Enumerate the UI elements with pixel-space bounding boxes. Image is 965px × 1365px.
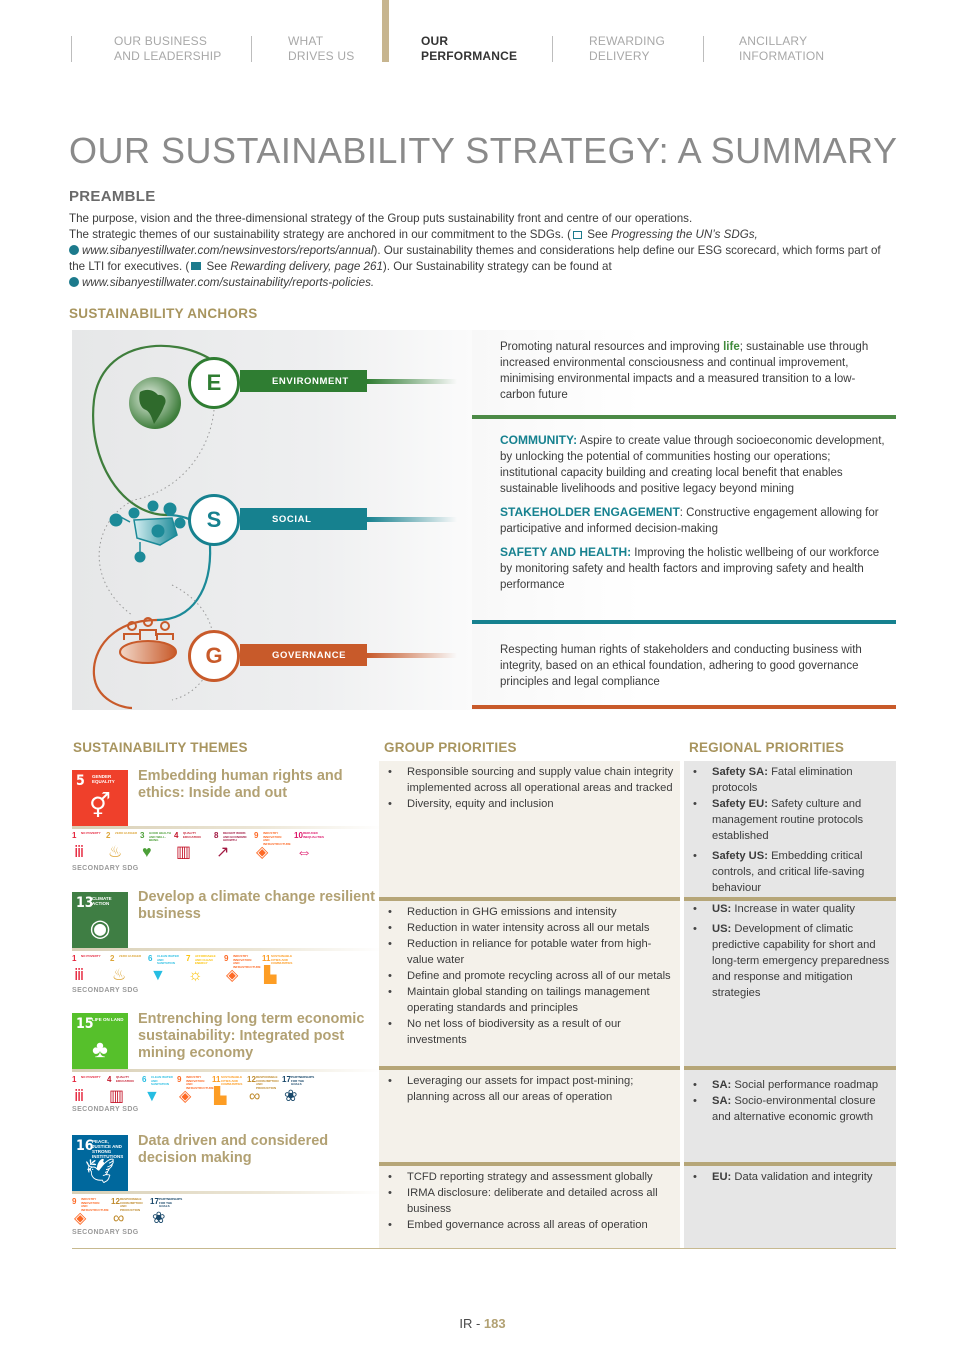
page-title: OUR SUSTAINABILITY STRATEGY: A SUMMARY: [69, 130, 898, 171]
sdg-number: 16: [76, 1138, 94, 1154]
priority-item: • Reduction in GHG emissions and intensity: [385, 904, 674, 920]
governance-band: [240, 644, 367, 666]
page-number: 183: [483, 1316, 506, 1331]
reports-policies-link[interactable]: www.sibanyestillwater.com/sustainability/reports-policies.: [82, 276, 375, 289]
globe-icon: [69, 277, 79, 287]
meeting-table-icon: [120, 618, 176, 663]
themes-column-header: SUSTAINABILITY THEMES: [73, 740, 248, 755]
environment-letter: E: [206, 370, 222, 395]
sdg-10-icon: 10 REDUCED INEQUALITIES ⇔: [294, 831, 325, 861]
social-rule: [472, 620, 896, 624]
folder-icon: [191, 262, 201, 270]
sdg-number: 5: [76, 773, 85, 789]
nav-tab-label: OUR: [421, 34, 449, 48]
environment-rule: [472, 415, 896, 419]
governance-text: Respecting human rights of stakeholders and conducting business with integrity, based on an ethical foundation, adhering to good governance principles and legal compliance: [500, 644, 862, 688]
preamble-sentence: ). Our sustainability themes and considerations help define our ESG scorecard, which forms part of the LTI for executives. (: [69, 244, 881, 273]
environment-text: ; sustainable use through increased environmental consciousness and continual improvement, minimising environmental impacts and a measured transition to a low-carbon future: [500, 341, 869, 401]
theme-divider: [72, 1069, 382, 1072]
priority-item: • IRMA disclosure: deliberate and detailed across all business: [385, 1185, 674, 1217]
theme-title: Entrenching long term economic sustainability: Integrated post mining economy: [138, 1011, 365, 1061]
sdg-7-icon: 7 AFFORDABLE AND CLEAN ENERGY ☼: [186, 954, 216, 984]
priority-item: • TCFD reporting strategy and assessment globally: [385, 1169, 674, 1185]
priority-item: • Define and promote recycling across all of our metals: [385, 968, 674, 984]
priority-item: • US: Development of climatic predictive capability for short and long-term emergency preparedness and response and mitigation strategies: [690, 921, 890, 1001]
regional-priorities-cell: [684, 1166, 896, 1248]
preamble-sentence: The strategic themes of our sustainability strategy are anchored in our commitment to the SDGs. (: [69, 228, 571, 241]
group-priorities-cell: [379, 761, 680, 897]
sdg-12-icon: 12 RESPONSIBLE CONSUMPTION AND PRODUCTION ∞: [247, 1075, 279, 1105]
sdg-label: PEACE, JUSTICE AND STRONG INSTITUTIONS: [92, 1139, 124, 1159]
nav-tab-our-business[interactable]: [114, 34, 222, 64]
sdg-17-icon: 17 PARTNERSHIPS FOR THE GOALS ❀: [150, 1197, 183, 1227]
see-label: See: [203, 260, 231, 273]
annual-reports-link[interactable]: www.sibanyestillwater.com/newsinvestors/reports/annual: [82, 244, 374, 257]
theme-divider: [72, 1191, 382, 1194]
sdg-1-icon: 1 NO POVERTY ⅲ: [72, 1075, 101, 1105]
sdg-report-link[interactable]: Progressing the UN’s SDGs,: [611, 228, 758, 241]
sdg-3-icon: 3 GOOD HEALTH AND WELL-BEING ♥: [140, 831, 171, 861]
theme-row-human-rights: [72, 770, 377, 880]
sdg-number: 13: [76, 895, 94, 911]
regional-priorities-cell: [684, 1070, 896, 1162]
nav-tab-what-drives-us[interactable]: [288, 34, 354, 64]
sdg-6-icon: 6 CLEAN WATER AND SANITATION ▼: [142, 1075, 173, 1105]
sdg-label: GENDER EQUALITY: [92, 774, 115, 784]
theme-divider: [72, 826, 382, 829]
nav-tab-rewarding-delivery[interactable]: [589, 34, 665, 64]
network-icon: [110, 501, 185, 562]
nav-tab-ancillary-information[interactable]: [739, 34, 824, 64]
nav-tab-label: PERFORMANCE: [421, 49, 518, 63]
environment-label: ENVIRONMENT: [272, 375, 349, 387]
social-connector: [367, 517, 457, 522]
section-navigation: [0, 0, 965, 80]
page-footer: [0, 1316, 965, 1331]
preamble-text: [69, 211, 899, 291]
sdg-1-icon: 1 NO POVERTY ⅲ: [72, 954, 101, 984]
theme-title: Develop a climate change resilient business: [138, 889, 375, 922]
secondary-sdg-row: [72, 1075, 316, 1109]
theme-row-post-mining: [72, 1013, 377, 1118]
sdg-9-icon: 9 INDUSTRY INNOVATION AND INFRASTRUCTURE ◈: [72, 1197, 109, 1227]
priority-item: • No net loss of biodiversity as a result of our investments: [385, 1016, 674, 1048]
sdg-2-icon: 2 ZERO HUNGER ♨: [110, 954, 142, 984]
theme-row-data-driven: [72, 1135, 377, 1245]
nav-divider: [552, 36, 553, 62]
see-label: See: [583, 228, 612, 241]
social-description: [500, 432, 890, 599]
preamble-sentence: ). Our Sustainability strategy can be found at: [382, 260, 612, 273]
sdg-6-icon: 6 CLEAN WATER AND SANITATION ▼: [148, 954, 179, 984]
sdg-8-icon: 8 DECENT WORK AND ECONOMIC GROWTH ↗: [214, 831, 247, 861]
environment-badge: [188, 357, 240, 409]
governance-label: GOVERNANCE: [272, 649, 347, 661]
theme-title: Embedding human rights and ethics: Inside and out: [138, 768, 343, 801]
secondary-sdg-row: [72, 831, 328, 865]
nav-tab-label: INFORMATION: [739, 49, 825, 63]
secondary-sdg-label: SECONDARY SDG: [72, 865, 139, 872]
governance-letter: G: [205, 643, 223, 668]
nav-tab-label: AND LEADERSHIP: [114, 49, 222, 63]
priority-item: • Leveraging our assets for impact post-mining; planning across all our areas of operation: [385, 1073, 674, 1105]
safety-term: SAFETY AND HEALTH:: [500, 545, 632, 559]
environment-band: [240, 370, 367, 392]
governance-connector: [367, 653, 457, 658]
nav-tab-label: REWARDING: [589, 34, 666, 48]
stakeholder-text: : Constructive engagement allowing for participative and informed decision-making: [500, 507, 879, 535]
table-bottom-rule: [72, 1248, 896, 1249]
social-badge: [188, 494, 240, 546]
preamble-sentence: The purpose, vision and the three-dimensional strategy of the Group puts sustainability front and centre of our operations.: [69, 212, 693, 225]
theme-row-climate: [72, 889, 377, 1002]
globe-icon: [129, 377, 181, 429]
environment-connector: [367, 379, 457, 384]
sdg-label: CLIMATE ACTION: [92, 896, 112, 906]
globe-icon: [69, 245, 79, 255]
theme-divider: [72, 948, 382, 951]
regional-priorities-cell: [684, 761, 896, 897]
sdg-5-tile: [72, 770, 128, 826]
dove-gavel-icon: 🕊: [84, 1158, 116, 1185]
regional-priorities-header: REGIONAL PRIORITIES: [689, 740, 845, 755]
priority-item: • EU: Data validation and integrity: [690, 1169, 890, 1185]
group-priorities-cell: [379, 901, 680, 1066]
priority-item: • SA: Socio-environmental closure and alternative economic growth: [690, 1093, 890, 1125]
sdg-17-icon: 17 PARTNERSHIPS FOR THE GOALS ❀: [282, 1075, 315, 1105]
social-band: [240, 508, 367, 530]
nav-tab-label: OUR BUSINESS: [114, 34, 208, 48]
nav-tab-label: DRIVES US: [288, 49, 355, 63]
theme-title: Data driven and considered decision making: [138, 1133, 329, 1166]
sdg-2-icon: 2 ZERO HUNGER ♨: [106, 831, 138, 861]
document-icon: [573, 231, 582, 239]
secondary-sdg-label: SECONDARY SDG: [72, 1229, 139, 1236]
rewarding-delivery-link[interactable]: Rewarding delivery, page 261: [230, 260, 383, 273]
sdg-11-icon: 11 SUSTAINABLE CITIES AND COMMUNITIES ▙: [212, 1075, 243, 1105]
safety-text: Improving the holistic wellbeing of our workforce by monitoring safety and health factors and improving safety and health performance: [500, 547, 880, 591]
sdg-1-icon: 1 NO POVERTY ⅲ: [72, 831, 101, 861]
sdg-13-tile: [72, 892, 128, 948]
nav-tab-label: WHAT: [288, 34, 324, 48]
social-letter: S: [206, 507, 222, 532]
environment-text: Promoting natural resources and improving: [500, 341, 724, 353]
secondary-sdg-label: SECONDARY SDG: [72, 987, 139, 994]
nav-divider: [703, 36, 704, 62]
regional-priorities-cell: [684, 901, 896, 1066]
priority-item: • Reduction in reliance for potable water from high-value water: [385, 936, 674, 968]
preamble-heading: PREAMBLE: [69, 188, 156, 205]
nav-tab-label: DELIVERY: [589, 49, 650, 63]
priority-item: • Maintain global standing on tailings management operating standards and principles: [385, 984, 674, 1016]
priority-item: • Embed governance across all areas of operation: [385, 1217, 674, 1233]
sdg-4-icon: 4 QUALITY EDUCATION ▥: [174, 831, 201, 861]
governance-description: [500, 642, 890, 696]
secondary-sdg-row: [72, 1197, 184, 1231]
sdg-12-icon: 12 RESPONSIBLE CONSUMPTION AND PRODUCTION ∞: [111, 1197, 143, 1227]
sdg-label: LIFE ON LAND: [92, 1017, 124, 1022]
priority-item: • Diversity, equity and inclusion: [385, 796, 674, 812]
secondary-sdg-row: [72, 954, 296, 988]
governance-badge: [188, 630, 240, 682]
climate-eye-icon: ◉: [89, 915, 111, 942]
sdg-16-tile: [72, 1135, 128, 1191]
priority-item: • SA: Social performance roadmap: [690, 1077, 890, 1093]
priority-item: • Safety SA: Fatal elimination protocols: [690, 764, 890, 796]
sdg-9-icon: 9 INDUSTRY INNOVATION AND INFRASTRUCTURE ◈: [177, 1075, 214, 1105]
report-prefix: IR -: [459, 1316, 484, 1331]
nav-tab-our-performance[interactable]: [421, 34, 517, 64]
environment-description: [500, 339, 890, 409]
life-on-land-icon: ♣: [92, 1036, 108, 1063]
life-highlight: life: [723, 341, 740, 353]
nav-active-indicator: [382, 0, 389, 62]
priority-item: • US: Increase in water quality: [690, 901, 890, 917]
group-priorities-cell: [379, 1166, 680, 1248]
gender-equality-icon: ⚥: [89, 793, 111, 820]
social-label: SOCIAL: [272, 513, 312, 525]
priority-item: • Safety EU: Safety culture and management routine protocols established: [690, 796, 890, 844]
sdg-9-icon: 9 INDUSTRY INNOVATION AND INFRASTRUCTURE ◈: [224, 954, 261, 984]
sdg-11-icon: 11 SUSTAINABLE CITIES AND COMMUNITIES ▙: [262, 954, 293, 984]
community-term: COMMUNITY:: [500, 433, 578, 447]
group-priorities-cell: [379, 1070, 680, 1162]
priority-item: • Reduction in water intensity across all our metals: [385, 920, 674, 936]
sdg-9-icon: 9 INDUSTRY INNOVATION AND INFRASTRUCTURE ◈: [254, 831, 291, 861]
secondary-sdg-label: SECONDARY SDG: [72, 1106, 139, 1113]
community-text: Aspire to create value through socioeconomic development, by unlocking the potential of communities hosting our operations; institutional capacity building and creating local benefit that enables sustainable livelihoods and positive legacy beyond mining: [500, 435, 885, 495]
priority-item: • Responsible sourcing and supply value chain integrity implemented across all operational areas and tracked: [385, 764, 674, 796]
stakeholder-term: STAKEHOLDER ENGAGEMENT: [500, 505, 680, 519]
sdg-4-icon: 4 QUALITY EDUCATION ▥: [107, 1075, 134, 1105]
nav-divider: [71, 36, 72, 62]
priority-item: • Safety US: Embedding critical controls, and critical life-saving behaviour: [690, 848, 890, 896]
nav-tab-label: ANCILLARY: [739, 34, 808, 48]
anchors-heading: SUSTAINABILITY ANCHORS: [69, 306, 258, 321]
nav-divider: [251, 36, 252, 62]
sdg-15-tile: [72, 1013, 128, 1069]
governance-rule: [472, 705, 896, 709]
group-priorities-header: GROUP PRIORITIES: [384, 740, 517, 755]
sdg-number: 15: [76, 1016, 94, 1032]
